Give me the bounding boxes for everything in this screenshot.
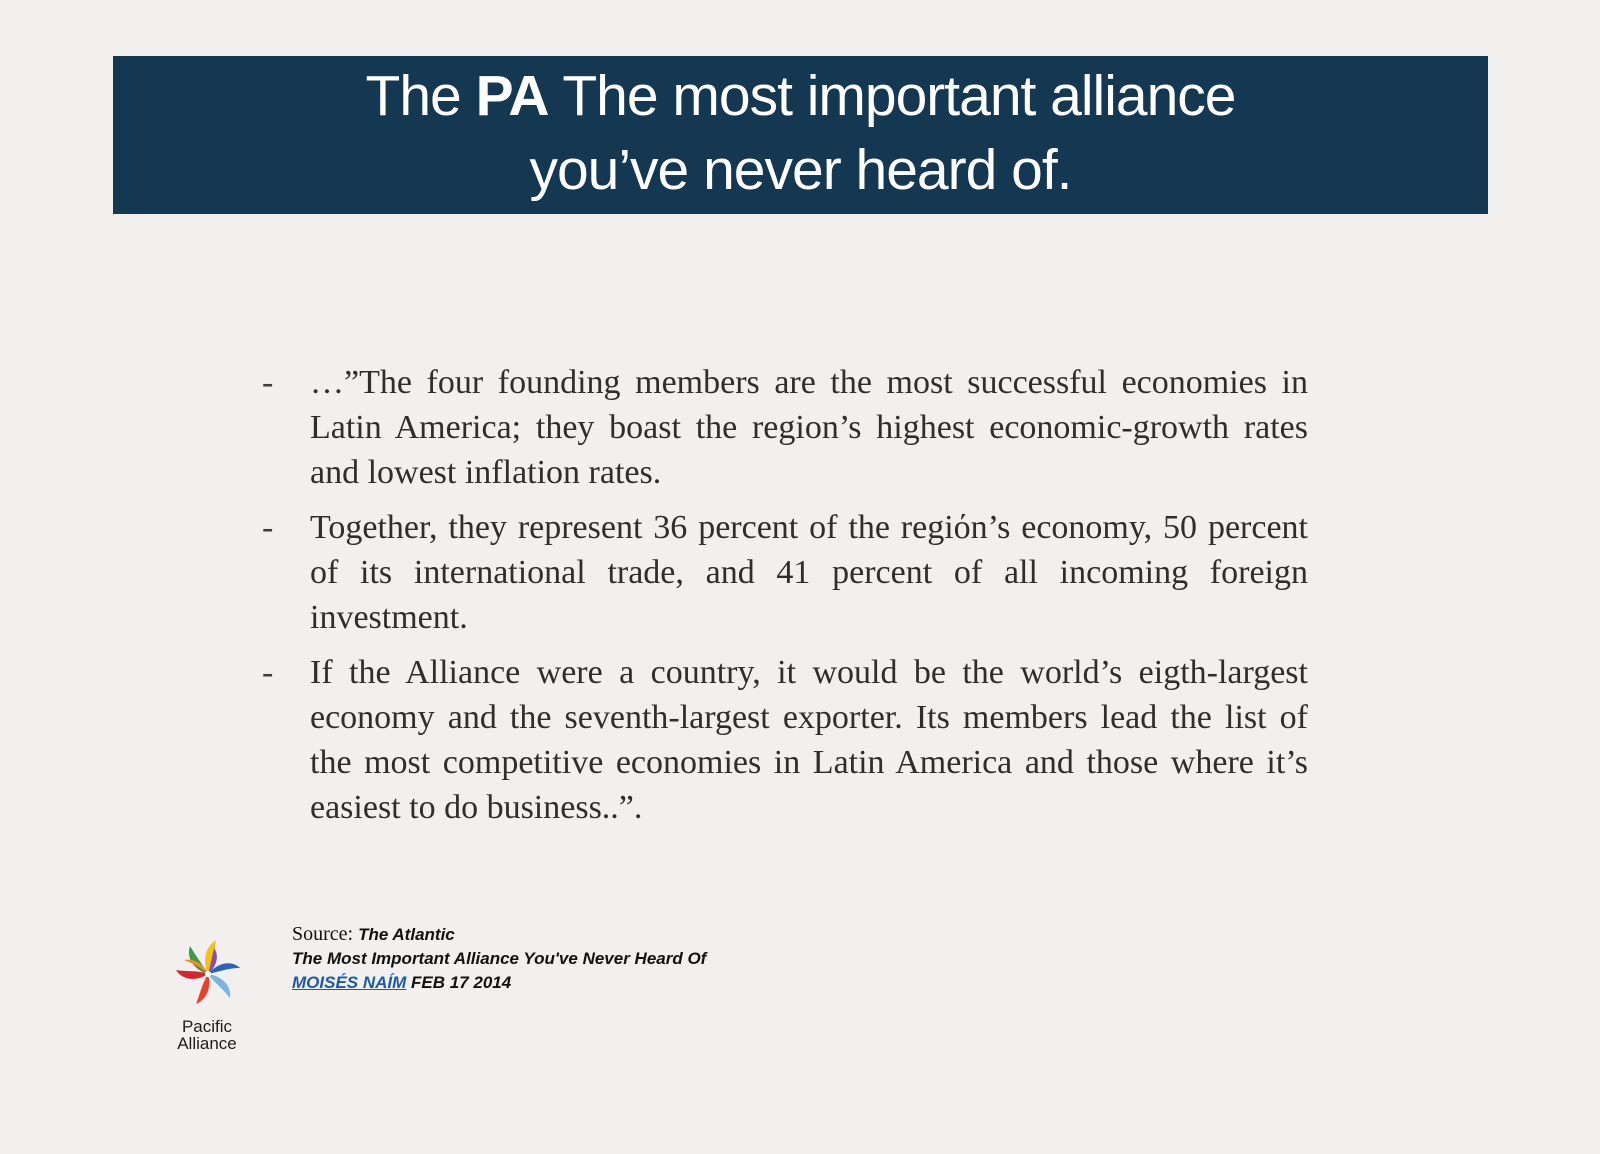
bullet-list [262, 360, 1308, 840]
logo-text [162, 1018, 252, 1052]
source-publication: The Atlantic [358, 925, 455, 944]
source-article-title: The Most Important Alliance You've Never Heard Of [292, 949, 707, 968]
bullet-text: If the Alliance were a country, it would be the world’s eigth-largest economy and the seventh-largest exporter. Its members lead the list of the most competitive economies in Latin America and those where it’s easiest to do business..”. [310, 654, 1308, 826]
logo-line-1: Pacific [181, 1017, 233, 1036]
source-label: Source: [292, 923, 359, 945]
source-citation [292, 922, 706, 995]
title-prefix: The [365, 64, 476, 128]
bullet-item [262, 360, 1308, 495]
title-bold-pa: PA [475, 64, 549, 128]
source-date: FEB 17 2014 [406, 973, 512, 992]
bullet-item [262, 505, 1308, 640]
title-line-1 [366, 59, 1236, 133]
title-banner [113, 56, 1488, 214]
bullet-dash: - [262, 654, 274, 691]
source-line-3 [292, 971, 706, 995]
source-line-1 [292, 922, 706, 947]
bullet-dash: - [262, 509, 274, 546]
title-suffix: The most important alliance [548, 64, 1236, 128]
pacific-alliance-logo [162, 936, 252, 1056]
bullet-text: …”The four founding members are the most successful economies in Latin America; they boast the region’s highest economic-growth rates and lowest inflation rates. [310, 364, 1308, 491]
author-link[interactable]: MOISÉS NAÍM [292, 973, 407, 992]
bullet-dash: - [262, 364, 274, 401]
bullet-text: Together, they represent 36 percent of the regiόn’s economy, 50 percent of its international trade, and 41 percent of all incoming foreign investment. [310, 509, 1308, 636]
bullet-item [262, 650, 1308, 830]
pinwheel-logo-icon [172, 936, 244, 1014]
logo-line-2: Alliance [177, 1034, 237, 1053]
title-line-2: you’ve never heard of. [529, 138, 1072, 202]
